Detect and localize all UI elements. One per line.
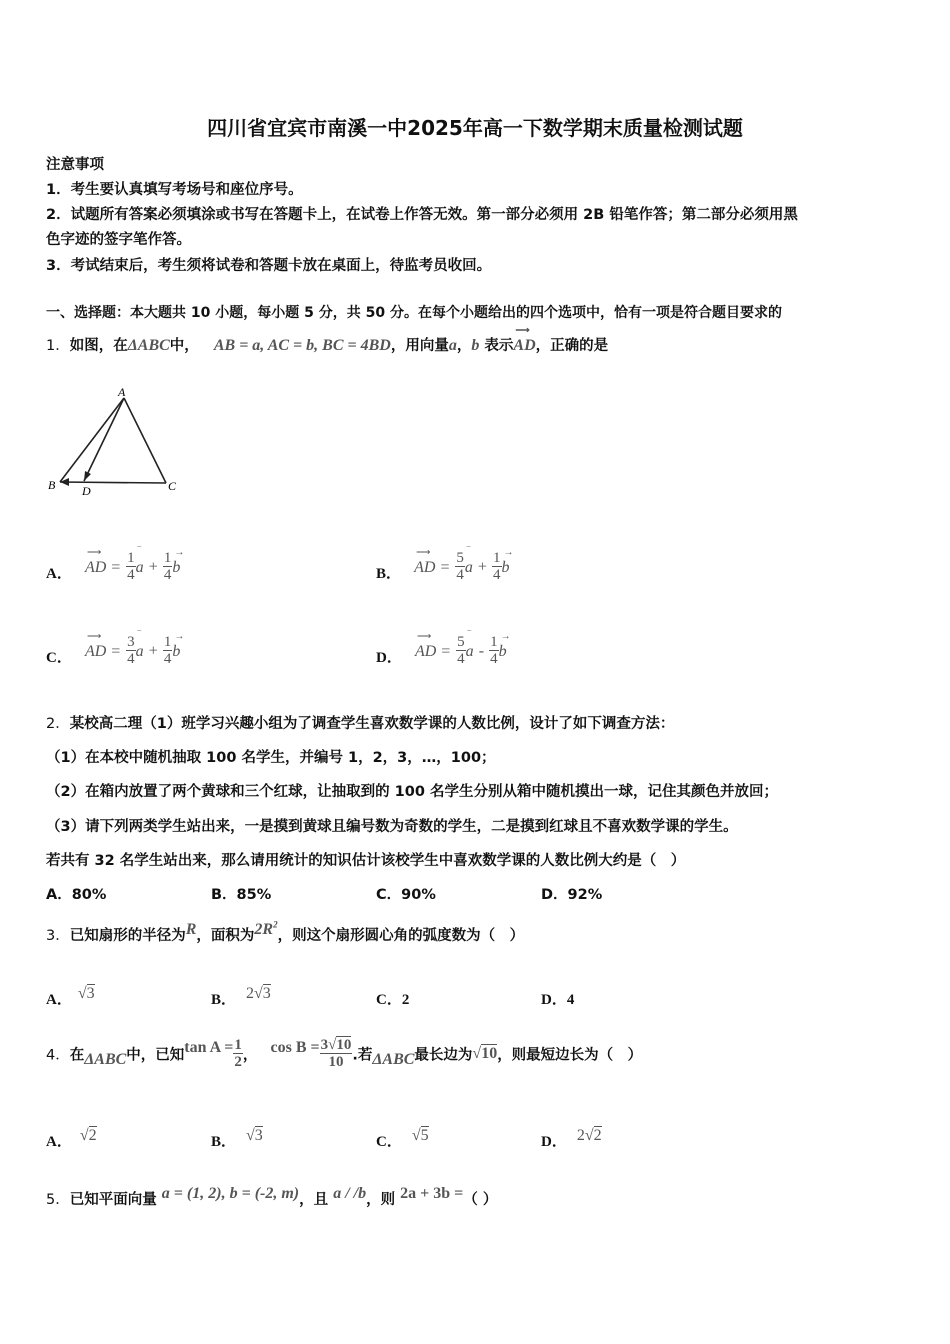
q1-text-1: 如图，在 [69,338,128,354]
q4-option-c[interactable]: C． √5 [376,1127,429,1150]
q1-text-4: 表示 [484,338,514,354]
q1-text-5: ，正确的是 [535,338,609,354]
q2-option-a[interactable]: A．80% [46,887,107,903]
notice-item-2-cont: 色字迹的签字笔作答。 [46,232,191,248]
point-d-label: D [82,484,91,498]
triangle-label: ΔABC [127,337,170,354]
vector-ad: ⟶ AD [513,325,536,354]
q1-text-2: 中， [169,338,199,354]
cos-fraction: $\frac{3√10}{10}$ [320,1037,352,1070]
q2-option-d[interactable]: D．92% [541,887,603,903]
sqrt-expression: √2 [79,1127,97,1144]
sqrt-expression: 2√3 [246,985,271,1002]
radius-symbol: R [185,921,197,938]
q1-option-d[interactable]: D． ⟶ AD = $\frac{5}{4}$ ‾ a - $\frac{1}{4}$ → b [376,630,511,667]
q1-text-3: ，用向量 [390,338,449,354]
sqrt-expression: √3 [77,985,95,1002]
question-number: 1． [46,338,70,354]
segment-bc [60,482,166,483]
notice-heading: 注意事项 [46,157,104,173]
q1-condition: AB = a, AC = b, BC = 4BD [213,337,391,354]
tan-fraction: $\frac{1}{2}$ [234,1037,242,1070]
q1-option-c[interactable]: C． ⟶ AD = $\frac{3}{4}$ ‾ a + $\frac{1}{4}$ → b [46,630,185,667]
notice-item-2: 2．试题所有答案必须填涂或书写在答题卡上，在试卷上作答无效。第一部分必须用 2B 铅笔作答；第二部分必须用黑 [46,207,798,223]
q2-option-b[interactable]: B．85% [211,887,272,903]
segment-ad [84,398,124,481]
notice-item-1: 1．考生要认真填写考场号和座位序号。 [46,182,303,198]
point-c-label: C [168,479,177,493]
segment-ab [60,398,124,482]
q3-option-c[interactable]: C．2 [376,992,410,1008]
sqrt-expression: √10 [472,1045,498,1062]
sqrt-expression: √3 [246,1127,263,1144]
cos-expression: cos B = [270,1039,320,1056]
sqrt-expression: √5 [411,1127,429,1144]
sqrt-expression: 2√2 [576,1127,602,1144]
notice-item-3: 3．考试结束后，考生须将试卷和答题卡放在桌面上，待监考员收回。 [46,258,492,274]
q4-option-a[interactable]: A． √2 [46,1127,97,1150]
arrow-d-icon [84,471,91,481]
q2-step-2: （2）在箱内放置了两个黄球和三个红球，让抽取到的 100 名学生分别从箱中随机摸出一球，记住其颜色并放回； [46,784,778,800]
question-2-stem: 2．某校高二理（1）班学习兴趣小组为了调查学生喜欢数学课的人数比例，设计了如下调查方法： [46,716,675,732]
q3-option-a[interactable]: A． √3 [46,985,95,1008]
parallel-condition: a / /b [333,1185,367,1202]
triangle-figure [44,384,184,499]
section-heading: 一、选择题：本大题共 10 小题，每小题 5 分，共 50 分。在每个小题给出的四个选项中，恰有一项是符合题目要求的 [46,305,782,321]
q3-option-b[interactable]: B． 2√3 [211,985,271,1008]
segment-ac [124,398,166,483]
q2-step-3: （3）请下列两类学生站出来，一是摸到黄球且编号数为奇数的学生，二是摸到红球且不喜欢数学课的学生。 [46,819,738,835]
q2-question: 若共有 32 名学生站出来，那么请用统计的知识估计该校学生中喜欢数学课的人数比例大约是（ ） [46,853,686,869]
question-3-stem: 3．已知扇形的半径为R，面积为$2R^2$，则这个扇形圆心角的弧度数为（ ） [46,919,525,944]
vector-a: a [448,337,457,354]
area-expression: $2R^2$ [254,919,278,938]
page-title: 四川省宜宾市南溪一中2025年高一下数学期末质量检测试题 [207,116,743,140]
question-1-stem [46,325,609,355]
q4-option-d[interactable]: D． 2√2 [541,1127,602,1150]
question-5-stem: 5．已知平面向量 a = (1, 2), b = (-2, m)，且 a / /b，则 2a + 3b =（ ） [46,1185,498,1208]
tan-expression: tan A = [184,1039,234,1056]
q3-option-d[interactable]: D．4 [541,992,575,1008]
q1-sep: ， [456,338,472,354]
q2-step-1: （1）在本校中随机抽取 100 名学生，并编号 1，2，3，…，100； [46,750,496,766]
q4-option-b[interactable]: B． √3 [211,1127,263,1150]
vector-expression: 2a + 3b = [400,1185,464,1202]
q2-option-c[interactable]: C．90% [376,887,436,903]
q1-option-b[interactable]: B． ⟶ AD = $\frac{5}{4}$ ‾ a + $\frac{1}{4}$ → b [376,546,514,583]
vector-definitions: a = (1, 2), b = (-2, m) [161,1185,300,1202]
point-a-label: A [118,385,126,399]
q1-option-a[interactable]: A． ⟶ AD = $\frac{1}{4}$ ‾ a + $\frac{1}{4}$ → b [46,546,185,583]
point-b-label: B [48,478,56,492]
question-4-stem: 4．在ΔABC中，已知tan A = $\frac{1}{2}$ ， cos B = $\frac{3√10}{10}$ .若ΔABC最长边为√10，则最短边长为（ ） [46,1037,643,1070]
vector-b: b [471,337,480,354]
